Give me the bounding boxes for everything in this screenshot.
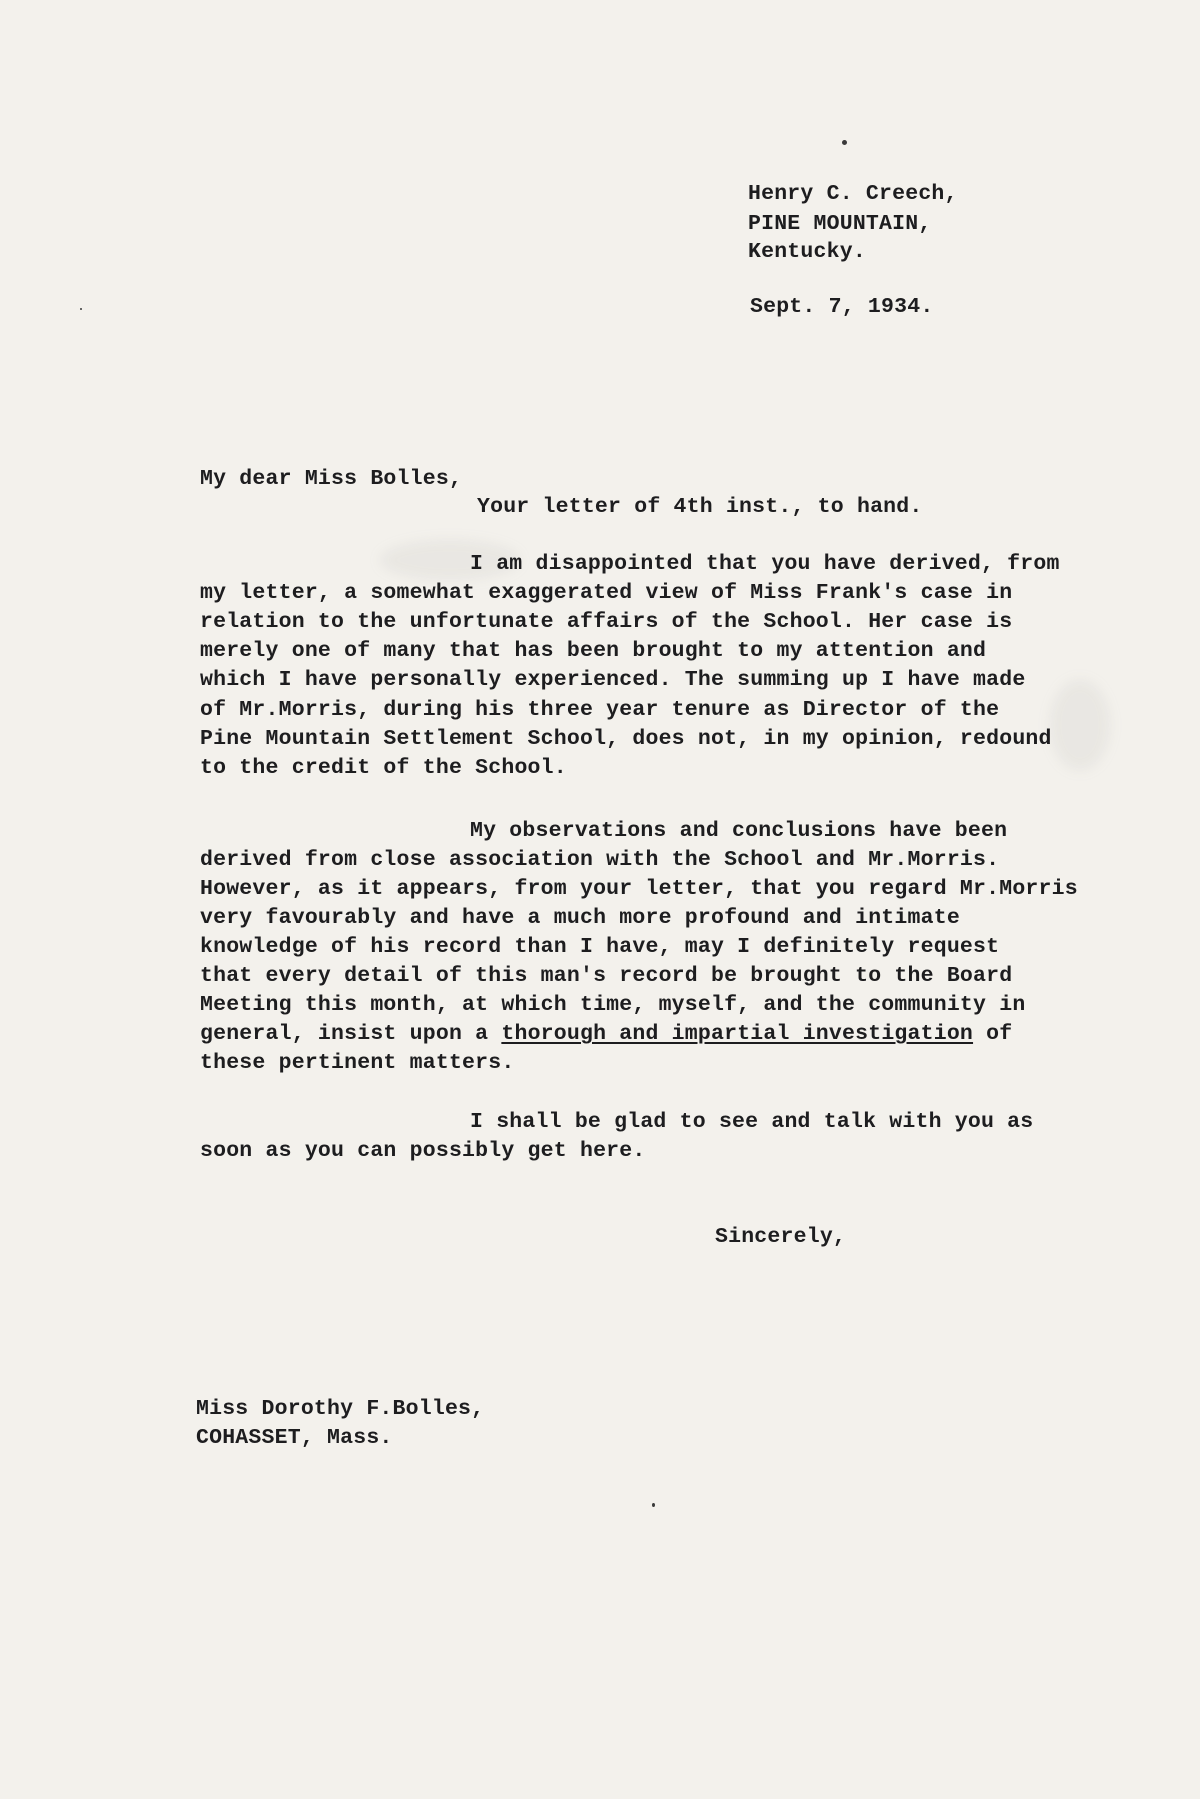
sender-place: PINE MOUNTAIN, [748,212,932,236]
paragraph-2-line: Pine Mountain Settlement School, does not, in my opinion, redound [200,727,1052,751]
paragraph-3-line: My observations and conclusions have been [470,819,1008,843]
paragraph-2-line: relation to the unfortunate affairs of the School. Her case is [200,610,1013,634]
closing: Sincerely, [715,1225,847,1249]
paragraph-4-line: I shall be glad to see and talk with you as [470,1110,1034,1134]
recipient-address: COHASSET, Mass. [196,1426,393,1450]
paragraph-3-line-8-suffix: of [973,1022,1013,1046]
letter-date: Sept. 7, 1934. [750,295,934,319]
paper-speck [842,140,847,145]
paragraph-3-line: Meeting this month, at which time, myself, and the community in [200,993,1026,1017]
underlined-phrase: thorough and impartial investigation [501,1022,974,1046]
paragraph-2-line: of Mr.Morris, during his three year tenure as Director of the [200,698,1000,722]
paragraph-2-line: to the credit of the School. [200,756,567,780]
sender-name: Henry C. Creech, [748,182,958,206]
paragraph-1-line: Your letter of 4th inst., to hand. [477,495,923,519]
paragraph-2-line: I am disappointed that you have derived, from [470,552,1060,576]
paragraph-4-line: soon as you can possibly get here. [200,1139,646,1163]
paragraph-3-line-8 [200,1020,1012,1050]
paragraph-3-line: these pertinent matters. [200,1051,515,1075]
paragraph-3-line: that every detail of this man's record be brought to the Board [200,964,1013,988]
sender-state: Kentucky. [748,240,866,264]
paragraph-3-line: However, as it appears, from your letter, that you regard Mr.Morris [200,877,1078,901]
paragraph-2-line: which I have personally experienced. The summing up I have made [200,668,1026,692]
paragraph-3-line: derived from close association with the School and Mr.Morris. [200,848,1000,872]
paragraph-2-line: my letter, a somewhat exaggerated view of Miss Frank's case in [200,581,1013,605]
paragraph-3-line: very favourably and have a much more profound and intimate [200,906,960,930]
paper-speck [652,1503,655,1507]
salutation: My dear Miss Bolles, [200,467,463,491]
paragraph-3-line: knowledge of his record than I have, may I definitely request [200,935,1000,959]
paper-speck [80,308,82,310]
paragraph-3-line-8-prefix: general, insist upon a [200,1022,502,1046]
paper-smudge [1050,680,1110,770]
recipient-name: Miss Dorothy F.Bolles, [196,1397,485,1421]
paragraph-2-line: merely one of many that has been brought to my attention and [200,639,987,663]
